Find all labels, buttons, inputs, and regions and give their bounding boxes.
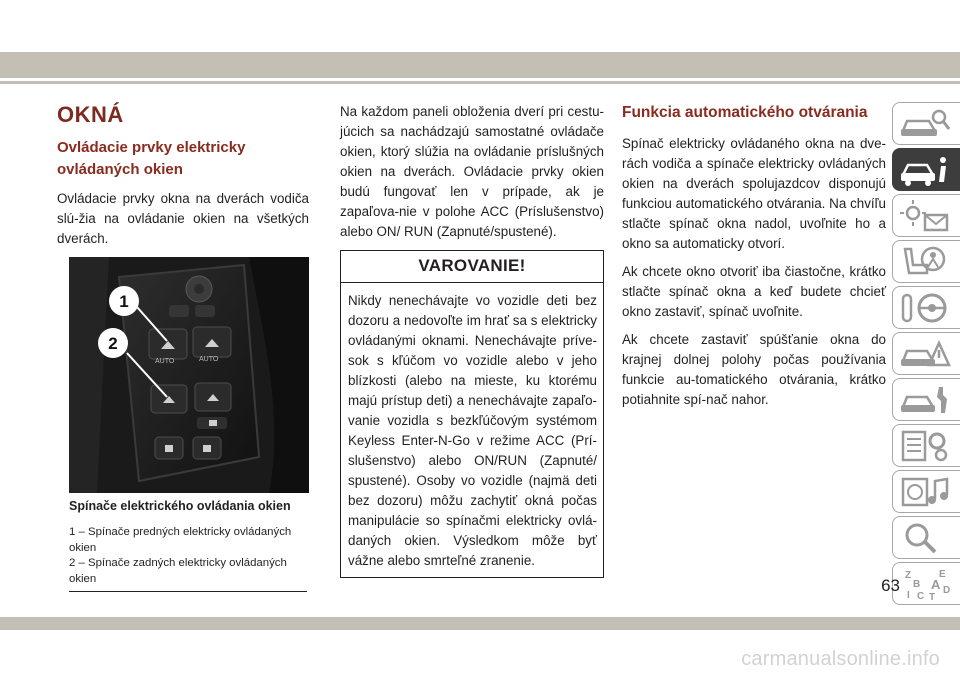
index-letters-icon	[899, 567, 951, 601]
auto-down-heading: Funkcia automatického otvárania	[622, 104, 868, 121]
car-seat-airbag-icon	[899, 245, 951, 279]
index-letter-d: D	[943, 585, 951, 596]
tab-technical-specifications[interactable]	[892, 424, 960, 467]
warning-text: Nikdy nenechávajte vo vozidle deti bez dozoru a nedovoľte im hrať sa s elektricky ovládanými oknami. Nenechávajte príve-sok s kľúčom vo vozidle alebo v jeho blízkosti (alebo na mieste, ku ktorému majú prístup deti) a nenechávajte zapaľo-vanie vozidla s bezkľúčovým systémom Keyless Enter-N-Go v režime ACC (Prí-slušenstvo) alebo ON/RUN (Zapnuté/ spustené). Osoby vo vozidle (najmä deti bez dozoru) môžu zachytiť okná počas manipulácie so spínačmi elektricky ovlá-daných okien. Výsledkom môže byť vážne alebo smrteľné zranenie.	[348, 293, 597, 568]
car-info-icon	[899, 153, 951, 187]
tab-in-case-of-emergency[interactable]	[892, 332, 960, 375]
switch-auto-label-2: AUTO	[199, 356, 219, 363]
magnifier-index-icon	[899, 521, 951, 555]
warning-box	[340, 250, 604, 578]
legend-item-rear: 2 – Spínače zadných elektricky ovládaných okien	[69, 557, 287, 585]
tab-safety[interactable]	[892, 240, 960, 283]
tab-index[interactable]	[892, 562, 960, 605]
tab-customer-assistance[interactable]	[892, 516, 960, 559]
top-header-rule	[0, 81, 960, 84]
middle-column	[340, 102, 604, 578]
power-window-controls-heading: Ovládacie prvky elektricky ovládaných okien	[57, 139, 246, 178]
section-title: OKNÁ	[57, 102, 124, 127]
warning-title: VAROVANIE!	[341, 251, 603, 283]
window-switch-photo	[69, 257, 309, 493]
figure-legend	[69, 525, 309, 587]
car-wrench-icon	[899, 383, 951, 417]
figure-rule	[69, 591, 307, 592]
index-letter-i: I	[907, 590, 910, 601]
callout-1: 1	[119, 292, 129, 311]
callout-2: 2	[108, 334, 118, 353]
spec-list-gear-icon	[899, 429, 951, 463]
index-letter-e: E	[939, 569, 946, 580]
site-watermark: carmanualsonline.info	[741, 648, 940, 670]
index-letter-z: Z	[905, 570, 912, 581]
legend-item-front: 1 – Spínače predných elektricky ovládaných okien	[69, 526, 292, 554]
tab-instrument-cluster[interactable]	[892, 194, 960, 237]
tab-starting-operating[interactable]	[892, 286, 960, 329]
figure-caption: Spínače elektrického ovládania okien	[69, 499, 291, 513]
intro-paragraph: Ovládacie prvky okna na dverách vodiča slú-žia na ovládanie okien na všetkých dverách.	[57, 191, 309, 246]
auto-down-paragraph-3: Ak chcete zastaviť spúšťanie okna do krajnej dolnej polohy počas používania funkcie au-tomatického otvárania, krátko potiahnite spí-nač nahor.	[622, 332, 886, 407]
index-letter-b: B	[913, 579, 921, 590]
tab-getting-to-know-vehicle[interactable]	[892, 102, 960, 145]
warning-lights-message-icon	[899, 199, 951, 233]
steering-wheel-key-icon	[899, 291, 951, 325]
page-number: 63	[881, 576, 900, 595]
chapter-tabs	[892, 102, 960, 608]
index-letter-c: C	[917, 591, 925, 601]
car-hazard-triangle-icon	[899, 337, 951, 371]
auto-down-paragraph-2: Ak chcete okno otvoriť iba čiastočne, krátko stlačte spínač okna a keď budete chcieť okno zastaviť, spínač uvoľnite.	[622, 264, 886, 319]
tab-servicing-maintenance[interactable]	[892, 378, 960, 421]
car-search-icon	[899, 107, 951, 141]
right-column	[622, 102, 886, 418]
left-column	[57, 102, 309, 592]
top-header-band	[0, 52, 960, 78]
auto-down-paragraph-1: Spínač elektricky ovládaného okna na dve-rách vodiča a spínače elektricky ovládaných okien na dverách spolujazdcov disponujú funkciou automatického otvárania. Na chvíľu stlačte spínač okna nadol, uvoľnite ho a okno sa automaticky otvorí.	[622, 136, 886, 251]
tab-getting-to-know-instrument[interactable]	[892, 148, 960, 191]
switch-auto-label-1: AUTO	[155, 358, 175, 365]
index-letter-t: T	[929, 592, 936, 601]
tab-multimedia[interactable]	[892, 470, 960, 513]
index-letter-a: A	[931, 577, 941, 592]
passenger-controls-paragraph: Na každom paneli obloženia dverí pri cestu-júcich sa nachádzajú samostatné ovládače okien, ktorý slúžia na ovládanie príslušných okien na dverách. Ovládacie prvky okien budú fungovať len v prípade, ak je zapaľova-nie v polohe ACC (Príslušenstvo) alebo ON/ RUN (Zapnuté/spustené).	[340, 104, 604, 239]
bottom-footer-band	[0, 617, 960, 630]
multimedia-music-icon	[899, 475, 951, 509]
